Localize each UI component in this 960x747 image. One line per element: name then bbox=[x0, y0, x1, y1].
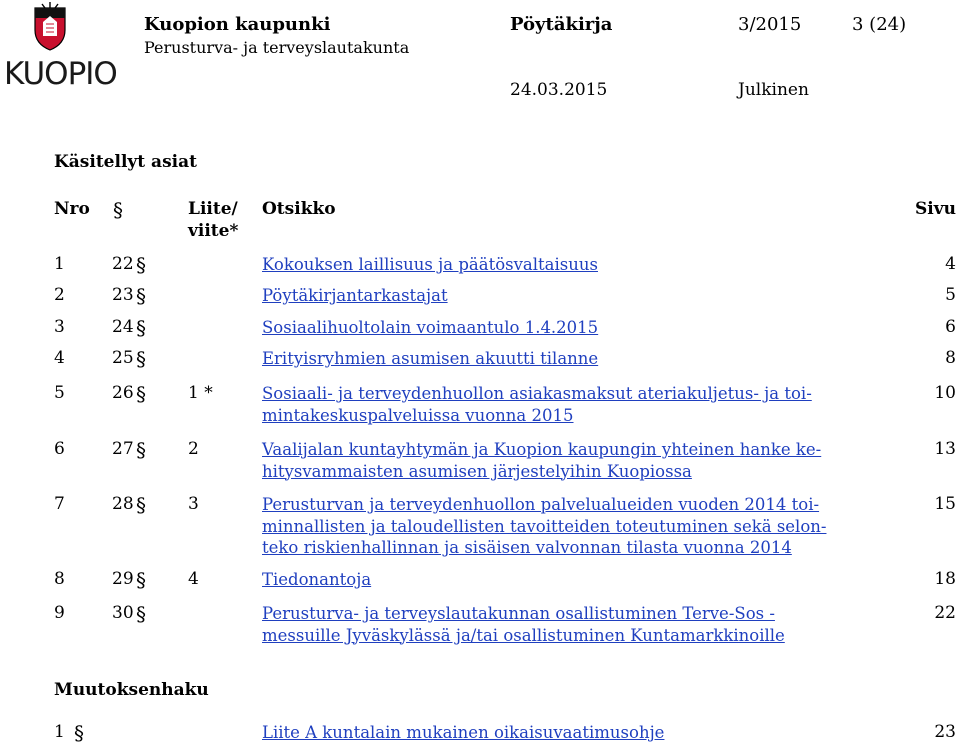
paragraph-number: 26 bbox=[112, 383, 134, 403]
row-number: 9 bbox=[54, 603, 65, 623]
amendment-title-line: Liite A kuntalain mukainen oikaisuvaatimusohje bbox=[262, 723, 665, 742]
row-number: 7 bbox=[54, 494, 65, 514]
agenda-item-title-line: messuille Jyväskylässä ja/tai osallistuminen Kuntamarkkinoille bbox=[262, 625, 785, 645]
col-header-liite bbox=[188, 198, 238, 242]
svg-text:§: § bbox=[74, 721, 84, 745]
agenda-item-link[interactable] bbox=[262, 603, 785, 646]
paragraph-number: 30 bbox=[112, 603, 134, 623]
section-sign-icon bbox=[136, 381, 146, 407]
paragraph-number: 27 bbox=[112, 439, 134, 459]
svg-text:§: § bbox=[136, 253, 146, 277]
page-ref: 6 bbox=[945, 317, 956, 337]
page-ref: 18 bbox=[934, 569, 956, 589]
paragraph-number: 28 bbox=[112, 494, 134, 514]
row-number: 1 bbox=[54, 722, 65, 742]
section-sign-icon bbox=[136, 315, 146, 341]
svg-text:§: § bbox=[136, 568, 146, 592]
svg-text:§: § bbox=[136, 493, 146, 517]
page-ref: 23 bbox=[934, 722, 956, 742]
col-header-sivu: Sivu bbox=[915, 199, 956, 219]
coat-of-arms-icon bbox=[32, 2, 68, 52]
agenda-item-title-line: Perusturvan ja terveydenhuollon palvelualueiden vuoden 2014 toi- bbox=[262, 495, 820, 514]
agenda-item-title-line: Perusturva- ja terveyslautakunnan osallistuminen Terve-Sos - bbox=[262, 604, 775, 623]
row-number: 4 bbox=[54, 348, 65, 368]
paragraph-number: 23 bbox=[112, 285, 134, 305]
visibility-label: Julkinen bbox=[738, 80, 809, 100]
svg-text:§: § bbox=[136, 438, 146, 462]
agenda-item-link[interactable] bbox=[262, 317, 598, 339]
section-sign-icon bbox=[136, 252, 146, 278]
section-sign-icon bbox=[74, 720, 84, 746]
agenda-item-title-line: hitysvammaisten asumisen järjestelyihin Kuopiossa bbox=[262, 461, 692, 481]
section-sign-icon bbox=[136, 283, 146, 309]
row-number: 8 bbox=[54, 569, 65, 589]
agenda-item-link[interactable] bbox=[262, 254, 598, 276]
page-ref: 22 bbox=[934, 603, 956, 623]
document-number: 3/2015 bbox=[738, 14, 802, 35]
section-sign-icon bbox=[136, 437, 146, 463]
paragraph-number: 22 bbox=[112, 254, 134, 274]
row-number: 6 bbox=[54, 439, 65, 459]
svg-text:§: § bbox=[136, 382, 146, 406]
agenda-item-title-line: Tiedonantoja bbox=[262, 570, 372, 589]
agenda-item-title-line: Sosiaalihuoltolain voimaantulo 1.4.2015 bbox=[262, 318, 599, 337]
board-name: Perusturva- ja terveyslautakunta bbox=[144, 38, 410, 57]
attachment-ref: 1 * bbox=[188, 383, 213, 403]
page-ref: 4 bbox=[945, 254, 956, 274]
agenda-item-link[interactable] bbox=[262, 285, 448, 307]
agenda-item-title-line: Kokouksen laillisuus ja päätösvaltaisuus bbox=[262, 255, 598, 274]
agenda-item-link[interactable] bbox=[262, 494, 826, 559]
col-header-liite-line2: viite* bbox=[188, 221, 239, 241]
section-sign-icon bbox=[113, 197, 123, 223]
section-title: Käsitellyt asiat bbox=[54, 152, 197, 172]
col-header-liite-line1: Liite/ bbox=[188, 199, 238, 219]
attachment-ref: 2 bbox=[188, 439, 199, 459]
svg-text:§: § bbox=[113, 198, 123, 222]
agenda-item-title-line: Pöytäkirjantarkastajat bbox=[262, 286, 448, 305]
paragraph-number: 25 bbox=[112, 348, 134, 368]
row-number: 2 bbox=[54, 285, 65, 305]
document-type: Pöytäkirja bbox=[510, 14, 613, 35]
agenda-item-link[interactable] bbox=[262, 348, 598, 370]
agenda-item-title-line: teko riskienhallinnan ja sisäisen valvonnan tilasta vuonna 2014 bbox=[262, 538, 792, 557]
section-sign-icon bbox=[136, 492, 146, 518]
meeting-date: 24.03.2015 bbox=[510, 80, 608, 100]
page-ref: 8 bbox=[945, 348, 956, 368]
agenda-item-title-line: Sosiaali- ja terveydenhuollon asiakasmaksut ateriakuljetus- ja toi- bbox=[262, 384, 812, 403]
svg-text:§: § bbox=[136, 347, 146, 371]
page-ref: 13 bbox=[934, 439, 956, 459]
svg-text:§: § bbox=[136, 602, 146, 626]
svg-text:§: § bbox=[136, 284, 146, 308]
agenda-item-title-line: mintakeskuspalveluissa vuonna 2015 bbox=[262, 405, 574, 425]
section-sign-icon bbox=[136, 601, 146, 627]
paragraph-number: 29 bbox=[112, 569, 134, 589]
section-sign-icon bbox=[136, 346, 146, 372]
page-ref: 10 bbox=[934, 383, 956, 403]
logo-wordmark: KUOPIO bbox=[4, 56, 117, 92]
paragraph-number: 24 bbox=[112, 317, 134, 337]
attachment-ref: 4 bbox=[188, 569, 199, 589]
row-number: 5 bbox=[54, 383, 65, 403]
row-number: 3 bbox=[54, 317, 65, 337]
kuopio-logo bbox=[2, 2, 117, 98]
agenda-item-link[interactable] bbox=[262, 569, 371, 591]
section-sign-icon bbox=[136, 567, 146, 593]
page-count: 3 (24) bbox=[852, 14, 907, 35]
agenda-item-title-line: Vaalijalan kuntayhtymän ja Kuopion kaupungin yhteinen hanke ke- bbox=[262, 440, 822, 459]
page-ref: 5 bbox=[945, 285, 956, 305]
amendment-link[interactable] bbox=[262, 722, 664, 744]
col-header-otsikko: Otsikko bbox=[262, 199, 336, 219]
amendment-title: Muutoksenhaku bbox=[54, 680, 209, 700]
agenda-item-title-line: minnallisten ja taloudellisten tavoitteiden toteutuminen sekä selon- bbox=[262, 516, 827, 536]
agenda-item-link[interactable] bbox=[262, 383, 812, 426]
col-header-nro: Nro bbox=[54, 199, 90, 219]
org-name: Kuopion kaupunki bbox=[144, 14, 331, 35]
svg-text:§: § bbox=[136, 316, 146, 340]
page-ref: 15 bbox=[934, 494, 956, 514]
agenda-item-title-line: Erityisryhmien asumisen akuutti tilanne bbox=[262, 349, 599, 368]
attachment-ref: 3 bbox=[188, 494, 199, 514]
row-number: 1 bbox=[54, 254, 65, 274]
agenda-item-link[interactable] bbox=[262, 439, 821, 482]
